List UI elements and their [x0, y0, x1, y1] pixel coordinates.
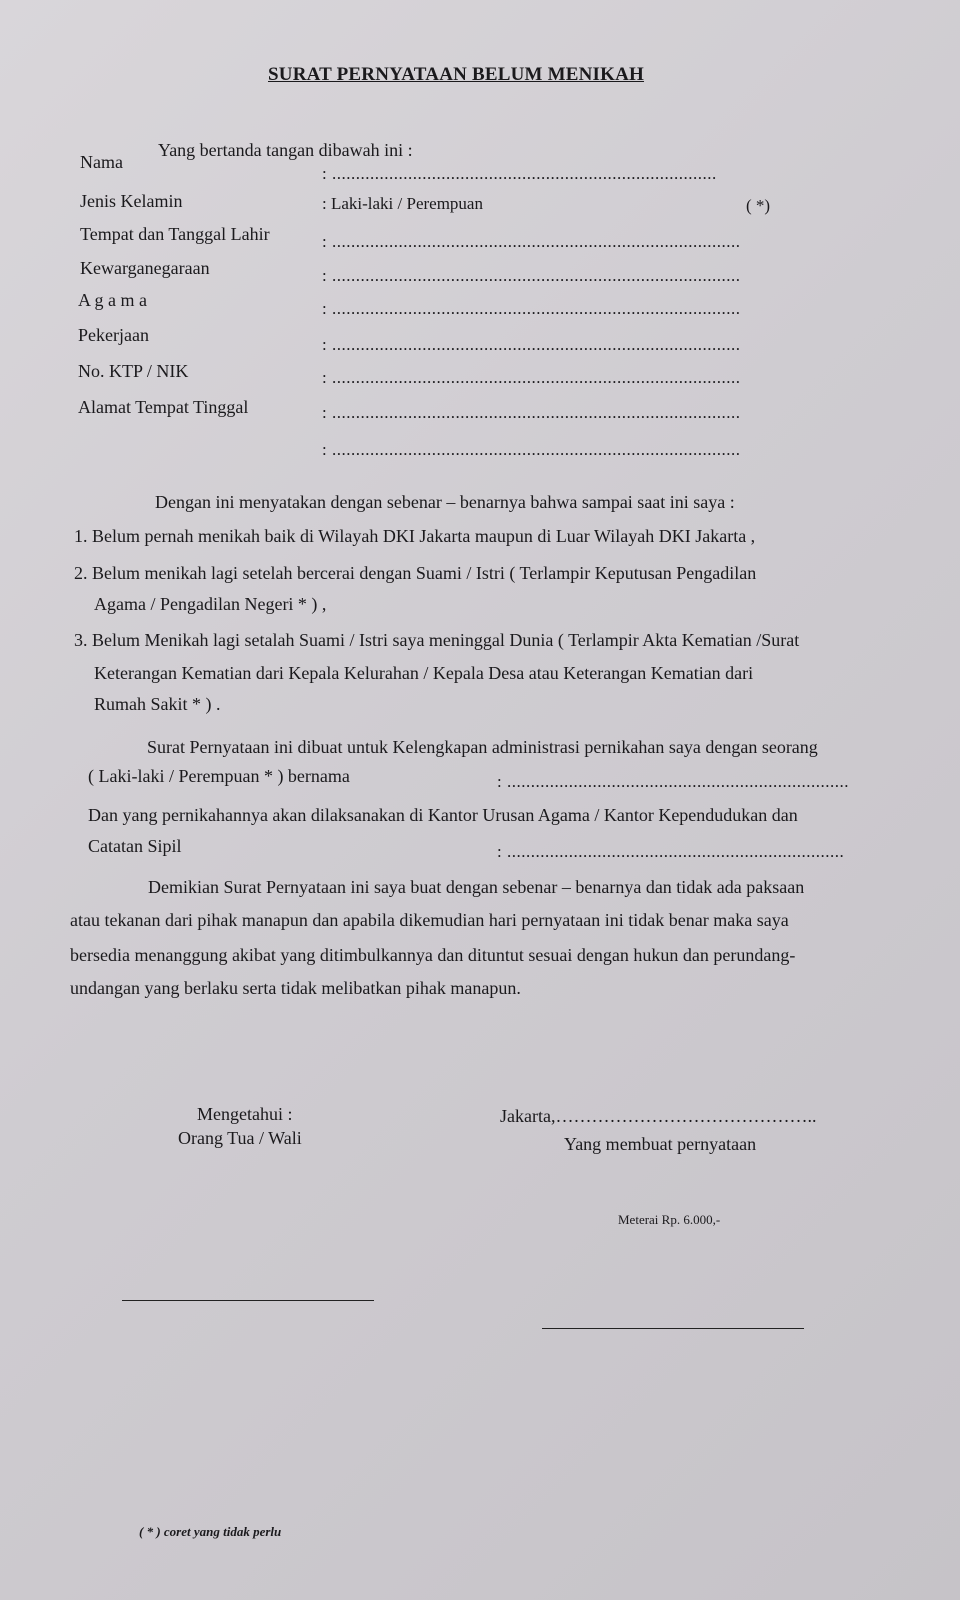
- purpose-line-3: Dan yang pernikahannya akan dilaksanakan di Kantor Urusan Agama / Kantor Kependudukan dan: [88, 805, 798, 825]
- field-value-ktp: : ......................................................................................: [322, 368, 741, 387]
- place-date: Jakarta,……………………………………..: [500, 1106, 817, 1126]
- field-label-nama: Nama: [80, 152, 123, 172]
- field-value-pekerjaan: : ......................................................................................: [322, 335, 741, 354]
- declarant-label: Yang membuat pernyataan: [564, 1134, 757, 1154]
- witness-label: Mengetahui :: [197, 1104, 293, 1124]
- field-value-agama: : ......................................................................................: [322, 299, 741, 318]
- closing-line-3: bersedia menanggung akibat yang ditimbulkannya dan dituntut sesuai dengan hukun dan perundang-: [70, 945, 796, 965]
- closing-line-1: Demikian Surat Pernyataan ini saya buat dengan sebenar – benarnya dan tidak ada paksaan: [148, 877, 805, 897]
- field-value-alamat-2: : ......................................................................................: [322, 440, 741, 459]
- purpose-line-1: Surat Pernyataan ini dibuat untuk Kelengkapan administrasi pernikahan saya dengan seorang: [147, 737, 818, 757]
- list-item-2-line-1: 2. Belum menikah lagi setelah bercerai dengan Suami / Istri ( Terlampir Keputusan Pengadilan: [74, 563, 757, 583]
- stamp-duty-label: Meterai Rp. 6.000,-: [618, 1212, 721, 1227]
- purpose-line-2-value: : ........................................................................: [497, 772, 849, 791]
- field-value-jenis-kelamin: : Laki-laki / Perempuan: [322, 194, 483, 213]
- declarant-signature-line: [542, 1328, 804, 1329]
- field-value-nama: : .................................................................................: [322, 164, 717, 183]
- witness-signature-line: [122, 1300, 374, 1301]
- document-title: SURAT PERNYATAAN BELUM MENIKAH: [268, 64, 645, 85]
- field-value-alamat: : ......................................................................................: [322, 403, 741, 422]
- field-label-alamat: Alamat Tempat Tinggal: [78, 397, 249, 417]
- intro-text: Yang bertanda tangan dibawah ini :: [158, 140, 413, 160]
- field-label-kewarganegaraan: Kewarganegaraan: [80, 258, 210, 278]
- purpose-line-4-label: Catatan Sipil: [88, 836, 182, 856]
- field-value-kewarganegaraan: : ......................................................................................: [322, 266, 741, 285]
- list-item-3-line-3: Rumah Sakit * ) .: [94, 694, 221, 714]
- field-label-agama: A g a m a: [78, 290, 147, 310]
- field-label-pekerjaan: Pekerjaan: [78, 325, 149, 345]
- list-item-1: 1. Belum pernah menikah baik di Wilayah DKI Jakarta maupun di Luar Wilayah DKI Jakarta ,: [74, 526, 756, 546]
- witness-role: Orang Tua / Wali: [178, 1128, 302, 1148]
- closing-line-2: atau tekanan dari pihak manapun dan apabila dikemudian hari pernyataan ini tidak benar maka saya: [70, 910, 789, 930]
- list-item-3-line-1: 3. Belum Menikah lagi setalah Suami / Istri saya meninggal Dunia ( Terlampir Akta Kematian /Surat: [74, 630, 800, 650]
- field-label-jenis-kelamin: Jenis Kelamin: [80, 191, 183, 211]
- list-item-3-line-2: Keterangan Kematian dari Kepala Kelurahan / Kepala Desa atau Keterangan Kematian dari: [94, 663, 754, 683]
- field-mark-asterisk: ( *): [746, 196, 771, 215]
- footnote: ( * ) coret yang tidak perlu: [139, 1524, 282, 1539]
- field-value-ttl: : ......................................................................................: [322, 232, 741, 251]
- closing-line-4: undangan yang berlaku serta tidak melibatkan pihak manapun.: [70, 978, 521, 998]
- field-label-ktp: No. KTP / NIK: [78, 361, 189, 381]
- field-label-ttl: Tempat dan Tanggal Lahir: [80, 224, 270, 244]
- list-item-2-line-2: Agama / Pengadilan Negeri * ) ,: [94, 594, 327, 614]
- purpose-line-2-label: ( Laki-laki / Perempuan * ) bernama: [88, 766, 350, 786]
- declaration-intro: Dengan ini menyatakan dengan sebenar – benarnya bahwa sampai saat ini saya :: [155, 492, 735, 512]
- purpose-line-4-value: : .......................................................................: [497, 842, 845, 861]
